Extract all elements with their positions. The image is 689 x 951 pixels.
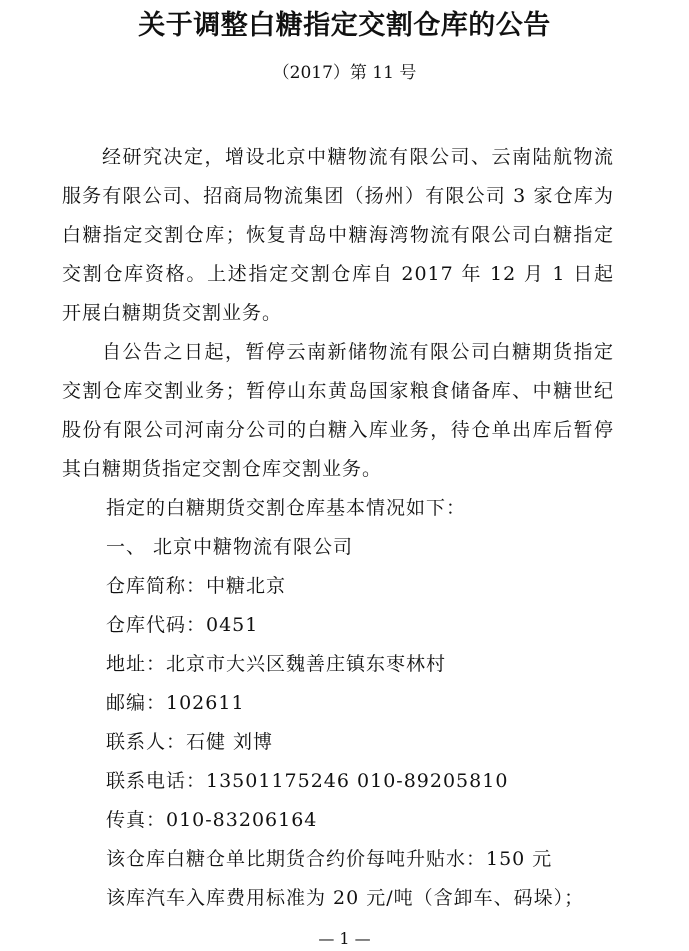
warehouse-phone: 联系电话：13501175246 010-89205810 [106,770,509,792]
page-number: — 1 — [318,929,371,948]
warehouse-fee: 该库汽车入库费用标准为 20 元/吨（含卸车、码垛）； [106,887,585,909]
paragraph-1: 经研究决定，增设北京中糖物流有限公司、云南陆航物流服务有限公司、招商局物流集团（扬州）有限公司 3 家仓库为白糖指定交割仓库；恢复青岛中糖海湾物流有限公司白糖指定交割仓库资格。上述指定交割仓库自 2017 年 12 月 1 日起开展白糖期货交割业务。 [62,146,614,324]
paragraph-2: 自公告之日起，暂停云南新储物流有限公司白糖期货指定交割仓库交割业务；暂停山东黄岛国家粮食储备库、中糖世纪股份有限公司河南分公司的白糖入库业务，待仓单出库后暂停其白糖期货指定交割仓库交割业务。 [62,341,614,480]
document-body [62,138,614,918]
warehouse-code: 仓库代码：0451 [106,614,259,636]
document-number: （2017）第 11 号 [272,63,417,83]
warehouse-premium: 该仓库白糖仓单比期货合约价每吨升贴水：150 元 [106,848,553,870]
warehouse-postcode: 邮编：102611 [106,692,245,714]
document-title: 关于调整白糖指定交割仓库的公告 [138,10,551,41]
intro-line: 指定的白糖期货交割仓库基本情况如下： [106,497,467,519]
warehouse-fax: 传真：010-83206164 [106,809,318,831]
warehouse-short-name: 仓库简称：中糖北京 [106,575,287,597]
warehouse-address: 地址：北京市大兴区魏善庄镇东枣林村 [106,653,447,675]
section-1-heading: 一、 北京中糖物流有限公司 [106,536,354,558]
warehouse-contacts: 联系人：石健 刘博 [106,731,274,753]
